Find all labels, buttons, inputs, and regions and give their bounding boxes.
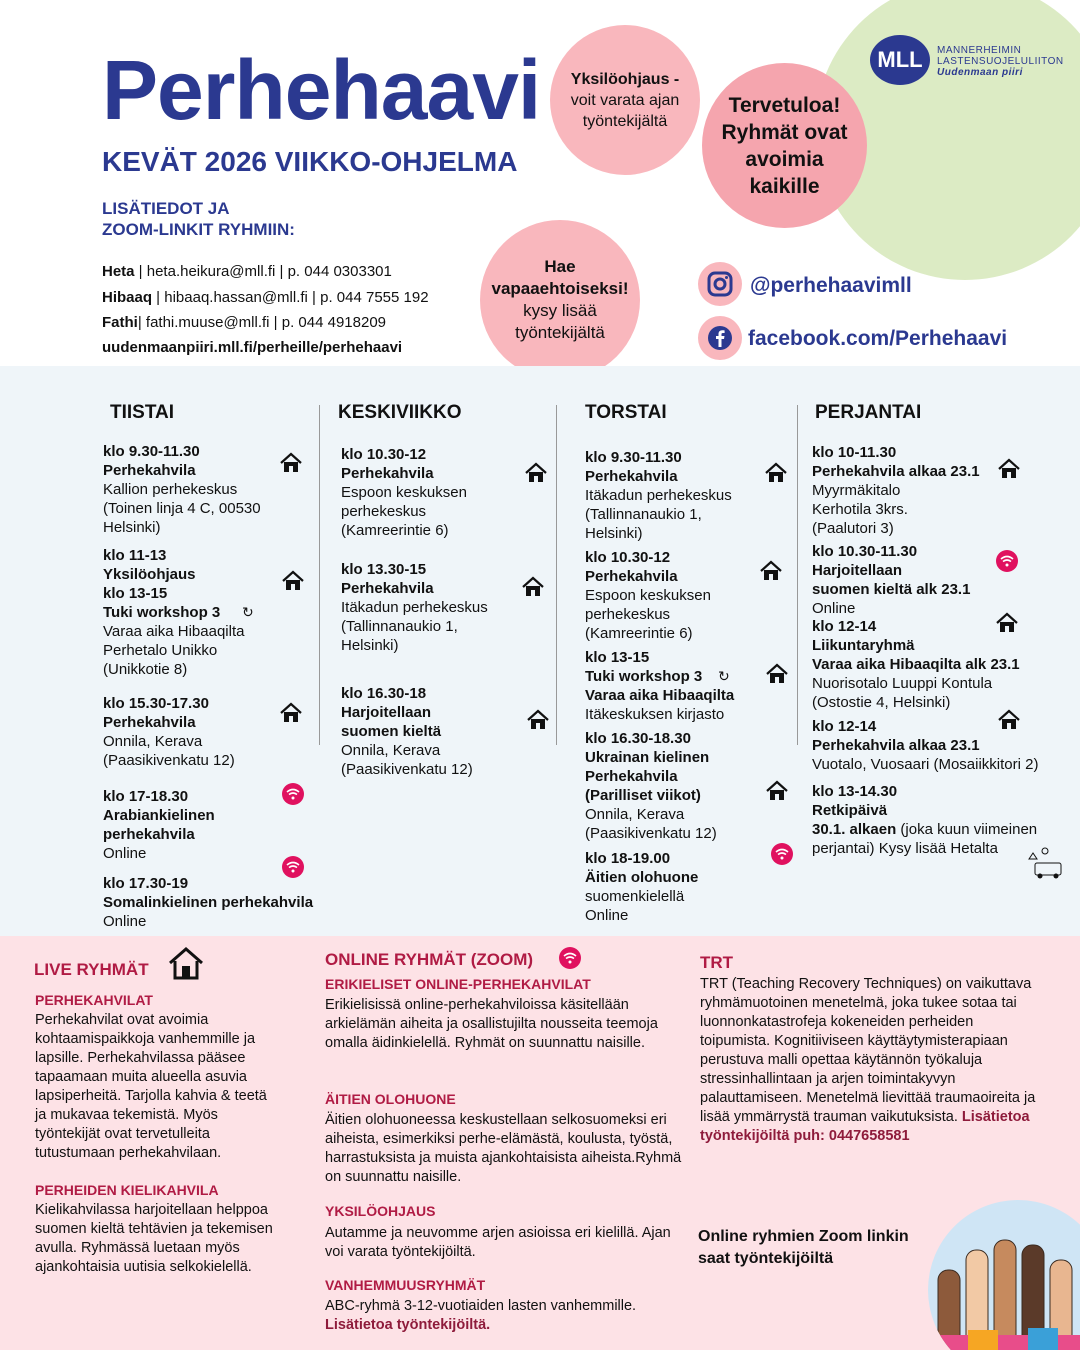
yksilo-title: YKSILÖOHJAUS xyxy=(325,1203,436,1219)
event-detail: Helsinki) xyxy=(585,525,643,542)
cycle-icon: ↻ xyxy=(242,604,254,620)
friday-event xyxy=(812,782,1037,858)
event-detail: Vuotalo, Vuosaari (Mosaiikkitori 2) xyxy=(812,756,1039,773)
event-detail: Helsinki) xyxy=(341,637,399,654)
event-heading: Perhekahvila xyxy=(103,462,196,479)
divider xyxy=(797,405,798,745)
event-heading: klo 13-14.30 xyxy=(812,783,898,800)
event-detail: Online xyxy=(812,600,856,617)
event-heading: klo 15.30-17.30 xyxy=(103,695,209,712)
vanhemmuus-text: ABC-ryhmä 3-12-vuotiaiden lasten vanhemmille. Lisätietoa työntekijöiltä. xyxy=(325,1298,637,1333)
house-icon xyxy=(765,462,787,484)
event-detail: (Tallinnanaukio 1, xyxy=(585,506,702,523)
tuesday-event xyxy=(103,694,235,770)
house-icon xyxy=(522,576,544,598)
event-heading: Perhekahvila alkaa 23.1 xyxy=(812,737,980,754)
wednesday-event xyxy=(341,445,467,540)
event-detail: Online xyxy=(103,913,147,930)
event-heading: klo 9.30-11.30 xyxy=(103,443,200,460)
event-detail: Online xyxy=(103,845,147,862)
event-heading: klo 13-15 xyxy=(585,649,650,666)
event-detail: Itäkeskuksen kirjasto xyxy=(585,706,725,723)
event-heading: Harjoitellaan xyxy=(341,704,432,721)
event-heading: klo 10.30-11.30 xyxy=(812,543,918,560)
friday-event xyxy=(812,443,980,538)
day-friday: PERJANTAI xyxy=(815,402,922,423)
event-heading: suomen kieltä alk 23.1 xyxy=(812,581,971,598)
event-heading: Perhekahvila xyxy=(585,468,678,485)
event-detail: perjantai) Kysy lisää Hetalta xyxy=(812,840,998,857)
mll-logo-text: MANNERHEIMIN LASTENSUOJELULIITON Uudenmaan piiri xyxy=(937,45,1064,78)
event-detail: Onnila, Kerava xyxy=(341,742,441,759)
website-link[interactable]: uudenmaanpiiri.mll.fi/perheille/perhehaavi xyxy=(102,339,403,356)
event-heading: Liikuntaryhmä xyxy=(812,637,915,654)
bus-icon xyxy=(1025,845,1065,881)
event-detail: Myyrmäkitalo xyxy=(812,482,901,499)
event-detail: suomenkielellä xyxy=(585,888,685,905)
contact-hibaaq: Hibaaq | hibaaq.hassan@mll.fi | p. 044 7555 192 xyxy=(102,289,429,306)
tuesday-event xyxy=(103,787,215,863)
event-detail: (Paasikivenkatu 12) xyxy=(341,761,473,778)
day-wednesday: KESKIVIIKKO xyxy=(338,402,462,423)
event-detail: (Toinen linja 4 C, 00530 xyxy=(103,500,261,517)
house-icon xyxy=(998,709,1020,731)
erikieliset-text: Erikielisissä online-perhekahviloissa käsitellään arkielämän aiheita ja osallistujilta nousseita teemoja omalla äidinkielellä. Ryhmät on suunnattu naisille. xyxy=(325,997,658,1051)
zoom-note: Online ryhmien Zoom linkin saat työntekijöiltä xyxy=(698,1228,909,1267)
event-detail: Espoon keskuksen xyxy=(585,587,711,604)
house-icon xyxy=(527,709,549,731)
erikieliset-title: ERIKIELISET ONLINE-PERHEKAHVILAT xyxy=(325,976,591,992)
event-heading: Perhekahvila xyxy=(341,465,434,482)
event-detail: (Paasikivenkatu 12) xyxy=(103,752,235,769)
friday-event xyxy=(812,542,970,618)
event-heading: Arabiankielinen xyxy=(103,807,215,824)
wednesday-event xyxy=(341,560,488,655)
wednesday-event xyxy=(341,684,473,779)
event-heading: perhekahvila xyxy=(103,826,195,843)
event-detail: (Kamreerintie 6) xyxy=(341,522,449,539)
online-groups-title: ONLINE RYHMÄT (ZOOM) xyxy=(325,950,534,969)
thursday-event xyxy=(585,448,732,543)
wifi-icon xyxy=(996,550,1018,572)
thursday-event xyxy=(585,648,734,724)
event-detail: (Kamreerintie 6) xyxy=(585,625,693,642)
event-heading: Yksilöohjaus xyxy=(103,566,196,583)
kielikahvila-text: Kielikahvilassa harjoitellaan helppoa suomen kieltä tehtävien ja tekemisen avulla. Ryhmässä luetaan myös ajankohtaisia uutisia selkokielellä. xyxy=(35,1202,273,1275)
kielikahvila-title: PERHEIDEN KIELIKAHVILA xyxy=(35,1182,219,1198)
aitien-text: Äitien olohuoneessa keskustellaan selkosuomeksi eri aiheista, esimerkiksi perhe-elämästä, koulusta, työstä, harrastuksista ja muista ajankohtaisista aiheista.Ryhmä on suunnattu naisille. xyxy=(325,1112,682,1185)
divider xyxy=(556,405,557,745)
event-detail: perhekeskus xyxy=(341,503,427,520)
wifi-icon xyxy=(771,843,793,865)
event-detail: Onnila, Kerava xyxy=(585,806,685,823)
event-heading: Retkipäivä xyxy=(812,802,888,819)
event-detail: Itäkadun perhekeskus xyxy=(341,599,488,616)
event-heading: klo 10.30-12 xyxy=(585,549,671,566)
house-icon xyxy=(168,946,204,980)
house-icon xyxy=(996,612,1018,634)
event-heading: klo 10.30-12 xyxy=(341,446,427,463)
yksilo-text: Autamme ja neuvomme arjen asioissa eri kielillä. Ajan voi varata työntekijöiltä. xyxy=(325,1225,671,1260)
perhekahvilat-text: Perhekahvilat ovat avoimia kohtaamispaikkoja vanhemmille ja lapsille. Perhekahvilassa pääsee tapaamaan muita alueella asuvia lapsiperheitä. Tarjolla kahvia & teetä ja mukavaa tekemistä. Myös työntekijät ovat tervetulleita tutustumaan perhekahvilaan. xyxy=(35,1012,267,1161)
contact-fathi: Fathi| fathi.muuse@mll.fi | p. 044 4918209 xyxy=(102,314,387,331)
friday-event xyxy=(812,617,1020,712)
event-heading: klo 17.30-19 xyxy=(103,875,189,892)
contact-heta: Heta | heta.heikura@mll.fi | p. 044 0303301 xyxy=(102,263,392,280)
event-heading: klo 13-15 xyxy=(103,585,168,602)
day-thursday: TORSTAI xyxy=(585,402,667,423)
event-heading: Perhekahvila xyxy=(585,568,678,585)
event-heading: Tuki workshop 3 xyxy=(585,668,703,685)
event-detail: (Paalutori 3) xyxy=(812,520,894,537)
divider xyxy=(319,405,320,745)
tuesday-event xyxy=(103,546,244,679)
house-icon xyxy=(525,462,547,484)
event-detail: Perhetalo Unikko xyxy=(103,642,218,659)
vanhemmuus-title: VANHEMMUUSRYHMÄT xyxy=(325,1277,486,1293)
aitien-title: ÄITIEN OLOHUONE xyxy=(325,1091,456,1107)
instagram-link[interactable]: @perhehaavimll xyxy=(750,274,912,297)
tuesday-event xyxy=(103,442,261,537)
tuesday-event xyxy=(103,874,313,931)
event-heading: Varaa aika Hibaaqilta alk 23.1 xyxy=(812,656,1020,673)
day-tuesday: TIISTAI xyxy=(110,402,175,423)
event-heading: (Parilliset viikot) xyxy=(585,787,701,804)
live-groups-title: LIVE RYHMÄT xyxy=(34,960,149,979)
event-heading: Varaa aika Hibaaqilta xyxy=(585,687,735,704)
event-heading: klo 11-13 xyxy=(103,547,167,564)
cycle-icon: ↻ xyxy=(718,668,730,684)
event-heading: Harjoitellaan xyxy=(812,562,903,579)
event-heading: klo 17-18.30 xyxy=(103,788,189,805)
page-title: Perhehaavi xyxy=(102,43,541,137)
event-heading: Perhekahvila xyxy=(103,714,196,731)
event-heading: klo 9.30-11.30 xyxy=(585,449,682,466)
event-detail: Espoon keskuksen xyxy=(341,484,467,501)
event-heading: klo 16.30-18 xyxy=(341,685,427,702)
event-detail: Kerhotila 3krs. xyxy=(812,501,908,518)
wifi-icon xyxy=(559,947,581,969)
wifi-icon xyxy=(282,783,304,805)
thursday-event xyxy=(585,548,711,643)
event-detail: (Unikkotie 8) xyxy=(103,661,188,678)
facebook-link[interactable]: facebook.com/Perhehaavi xyxy=(748,327,1008,350)
perhekahvilat-title: PERHEKAHVILAT xyxy=(35,992,153,1008)
event-heading: Ukrainan kielinen xyxy=(585,749,710,766)
info-heading: LISÄTIEDOT JA ZOOM-LINKIT RYHMIIN: xyxy=(102,199,295,239)
bubble-tervetuloa: Tervetuloa! Ryhmät ovat avoimia kaikille xyxy=(702,63,867,228)
house-icon xyxy=(760,560,782,582)
event-detail: Onnila, Kerava xyxy=(103,733,203,750)
trt-title: TRT xyxy=(700,953,734,972)
event-heading: suomen kieltä xyxy=(341,723,442,740)
event-detail: perhekeskus xyxy=(585,606,671,623)
page-subtitle: KEVÄT 2026 VIIKKO-OHJELMA xyxy=(102,146,518,177)
event-heading: klo 10-11.30 xyxy=(812,444,897,461)
event-detail: Helsinki) xyxy=(103,519,161,536)
house-icon xyxy=(766,663,788,685)
event-heading: Äitien olohuone xyxy=(585,869,699,886)
trt-text: TRT (Teaching Recovery Techniques) on vaikuttava ryhmämuotoinen menetelmä, joka tukee sotaa tai luonnonkatastrofeja kokeneiden perheiden toipumista. Kognitiiviseen käyttäytymisterapiaan perustuva malli opettaa käytännön työkaluja stressinhallintaan ja arjen toimintakyvyn palauttamiseen. Menetelmä lievittää traumaoireita ja lisää ymmärrystä trauman vaikutuksista. Lisätietoa työntekijöiltä puh: 0447658581 xyxy=(700,976,1036,1144)
event-heading: Tuki workshop 3 xyxy=(103,604,221,621)
wifi-icon xyxy=(282,856,304,878)
event-detail: Kallion perhekeskus xyxy=(103,481,238,498)
event-heading: Somalinkielinen perhekahvila xyxy=(103,894,314,911)
thursday-event xyxy=(585,729,717,843)
event-heading: 30.1. alkaen xyxy=(812,821,897,838)
house-icon xyxy=(282,570,304,592)
event-heading: Perhekahvila xyxy=(585,768,678,785)
event-heading: klo 13.30-15 xyxy=(341,561,427,578)
event-heading: Perhekahvila alkaa 23.1 xyxy=(812,463,980,480)
event-line xyxy=(812,820,1037,839)
house-icon xyxy=(766,780,788,802)
event-detail: Nuorisotalo Luuppi Kontula xyxy=(812,675,993,692)
event-heading: klo 18-19.00 xyxy=(585,850,671,867)
thursday-event xyxy=(585,849,698,925)
event-heading: klo 12-14 xyxy=(812,718,877,735)
event-detail: Varaa aika Hibaaqilta xyxy=(103,623,245,640)
event-detail: Online xyxy=(585,907,629,924)
event-heading: klo 12-14 xyxy=(812,618,877,635)
bubble-yksiloohjaus: Yksilöohjaus - voit varata ajan työntekijältä xyxy=(550,25,700,175)
instagram-icon xyxy=(698,262,742,306)
event-heading: Perhekahvila xyxy=(341,580,434,597)
house-icon xyxy=(280,452,302,474)
event-detail: (Paasikivenkatu 12) xyxy=(585,825,717,842)
bubble-vapaaehtoinen: Hae vapaaehtoiseksi! kysy lisää työntekijältä xyxy=(480,220,640,380)
event-detail: Itäkadun perhekeskus xyxy=(585,487,732,504)
event-heading: klo 16.30-18.30 xyxy=(585,730,691,747)
event-detail: (Ostostie 4, Helsinki) xyxy=(812,694,951,711)
event-detail: (Tallinnanaukio 1, xyxy=(341,618,458,635)
facebook-icon xyxy=(698,316,742,360)
event-detail: (joka kuun viimeinen xyxy=(896,821,1038,838)
mll-logo: MLL xyxy=(870,35,930,85)
house-icon xyxy=(280,702,302,724)
house-icon xyxy=(998,458,1020,480)
